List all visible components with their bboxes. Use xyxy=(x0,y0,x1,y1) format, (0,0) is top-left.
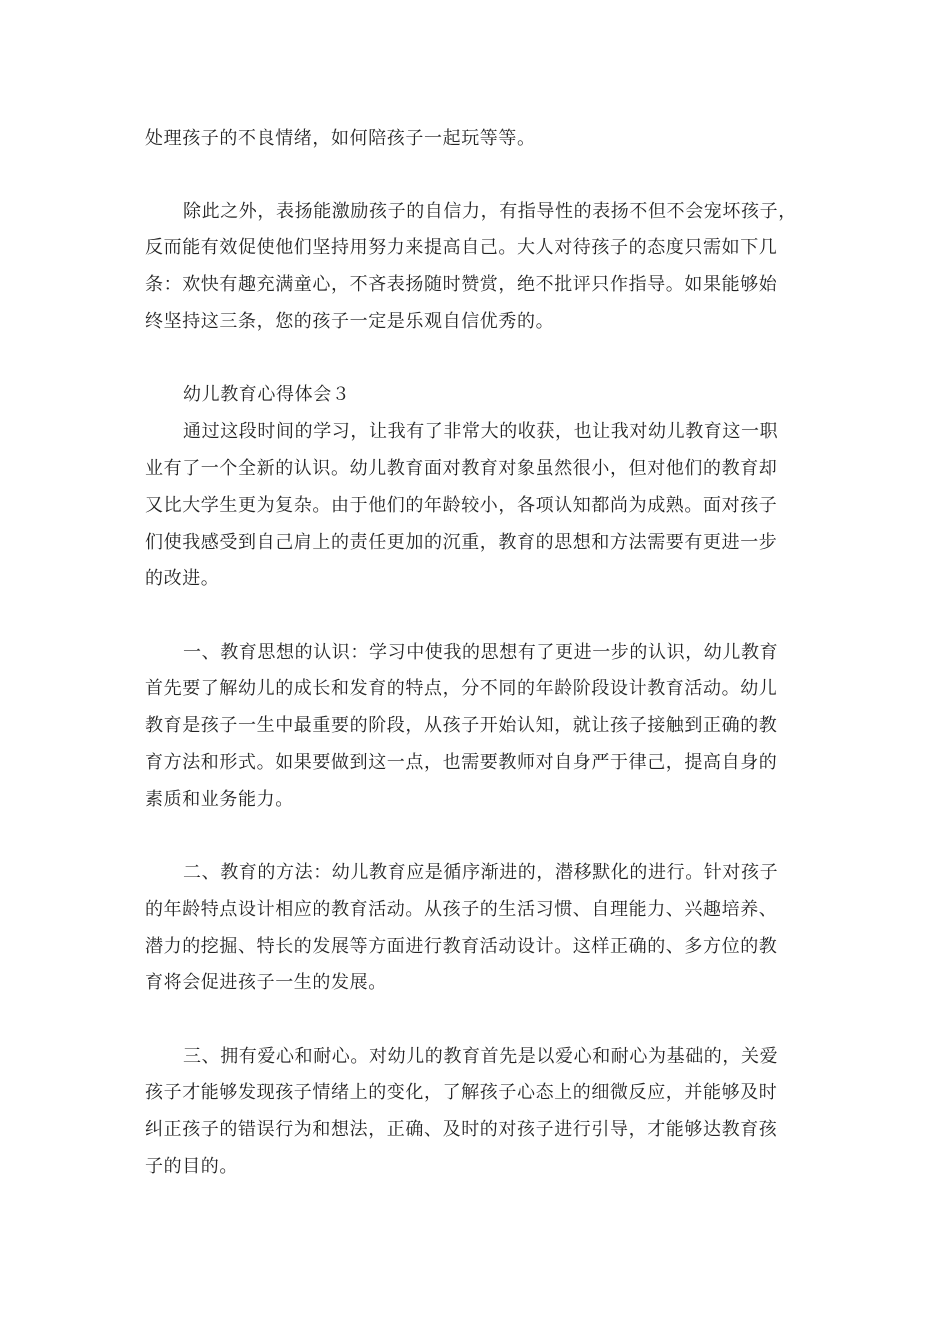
text-line: 素质和业务能力。 xyxy=(145,789,294,810)
paragraph-line: 除此之外，表扬能激励孩子的自信力，有指导性的表扬不但不会宠坏孩子， xyxy=(183,201,797,222)
text-line: 孩子才能够发现孩子情绪上的变化，了解孩子心态上的细微反应，并能够及时 xyxy=(145,1082,778,1103)
text-line: 条：欢快有趣充满童心，不吝表扬随时赞赏，绝不批评只作指导。如果能够始 xyxy=(145,274,778,295)
text-line: 反而能有效促使他们坚持用努力来提高自己。大人对待孩子的态度只需如下几 xyxy=(145,237,778,258)
text-line: 育方法和形式。如果要做到这一点，也需要教师对自身严于律己，提高自身的 xyxy=(145,752,778,773)
paragraph-line: 三、拥有爱心和耐心。对幼儿的教育首先是以爱心和耐心为基础的，关爱 xyxy=(183,1046,779,1067)
text-line: 首先要了解幼儿的成长和发育的特点，分不同的年龄阶段设计教育活动。幼儿 xyxy=(145,678,778,699)
text-line: 业有了一个全新的认识。幼儿教育面对教育对象虽然很小，但对他们的教育却 xyxy=(145,458,778,479)
text-line: 又比大学生更为复杂。由于他们的年龄较小，各项认知都尚为成熟。面对孩子 xyxy=(145,495,778,516)
paragraph-line: 一、教育思想的认识：学习中使我的思想有了更进一步的认识，幼儿教育 xyxy=(183,642,779,663)
text-line: 潜力的挖掘、特长的发展等方面进行教育活动设计。这样正确的、多方位的教 xyxy=(145,936,778,957)
text-line: 的改进。 xyxy=(145,568,220,589)
text-line: 育将会促进孩子一生的发展。 xyxy=(145,972,387,993)
text-line: 纠正孩子的错误行为和想法，正确、及时的对孩子进行引导，才能够达教育孩 xyxy=(145,1119,778,1140)
text-line: 们使我感受到自己肩上的责任更加的沉重，教育的思想和方法需要有更进一步 xyxy=(145,532,778,553)
section-heading: 幼儿教育心得体会３ xyxy=(183,384,351,405)
text-line: 子的目的。 xyxy=(145,1156,238,1177)
paragraph-line: 二、教育的方法：幼儿教育应是循序渐进的，潜移默化的进行。针对孩子 xyxy=(183,862,779,883)
paragraph-line: 通过这段时间的学习，让我有了非常大的收获，也让我对幼儿教育这一职 xyxy=(183,421,779,442)
text-line: 教育是孩子一生中最重要的阶段，从孩子开始认知，就让孩子接触到正确的教 xyxy=(145,715,778,736)
text-line: 处理孩子的不良情绪，如何陪孩子一起玩等等。 xyxy=(145,128,536,149)
text-line: 的年龄特点设计相应的教育活动。从孩子的生活习惯、自理能力、兴趣培养、 xyxy=(145,899,778,920)
text-line: 终坚持这三条，您的孩子一定是乐观自信优秀的。 xyxy=(145,311,555,332)
